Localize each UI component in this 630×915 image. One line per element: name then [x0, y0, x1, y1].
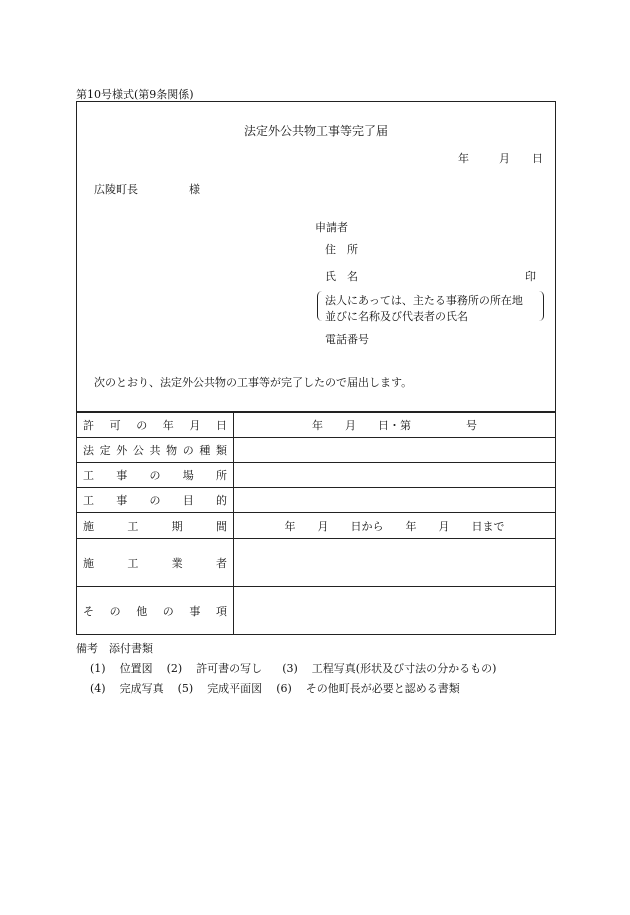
table-row: [77, 587, 556, 635]
period-value[interactable]: 年 月 日から 年 月 日まで: [234, 513, 556, 539]
attachment-label: 工程写真(形状及び寸法の分かるもの): [311, 662, 497, 675]
honorific: 様: [189, 183, 200, 196]
row-label-permit-date: 許 可 の 年 月 日: [77, 413, 234, 438]
date-year: 年: [458, 152, 469, 165]
other-value[interactable]: [234, 587, 556, 635]
phone-label: 電話番号: [325, 333, 369, 346]
row-label-period: 施 工 期 間: [77, 513, 234, 539]
table-row: [77, 438, 556, 463]
purpose-value[interactable]: [234, 488, 556, 513]
table-row: [77, 513, 556, 539]
seal-mark: 印: [525, 270, 536, 283]
corporate-note-line1: 法人にあっては、主たる事務所の所在地: [325, 294, 523, 307]
row-label-type: 法 定 外 公 共 物 の 種 類: [77, 438, 234, 463]
table-row: [77, 539, 556, 587]
attachment-num: (1): [90, 662, 106, 675]
attachment-label: その他町長が必要と認める書類: [305, 682, 460, 695]
permit-date-value[interactable]: 年 月 日・第 号: [234, 413, 556, 438]
attachment-num: (4): [90, 682, 106, 695]
name-label: 氏 名: [325, 270, 358, 283]
attachment-label: 完成写真: [119, 682, 164, 695]
date-day: 日: [532, 152, 543, 165]
statement: 次のとおり、法定外公共物の工事等が完了したので届出します。: [94, 376, 413, 389]
attachments-line1: [90, 660, 496, 676]
attachment-num: (3): [282, 662, 298, 675]
row-label-other: そ の 他 の 事 項: [77, 587, 234, 635]
form-code: 第10号様式(第9条関係): [76, 88, 194, 101]
attachment-label: 完成平面図: [207, 682, 263, 695]
attachments-line2: [90, 680, 460, 696]
remarks-title: 備考 添付書類: [76, 642, 153, 655]
form-header-box: [76, 101, 556, 412]
address-label: 住 所: [325, 243, 358, 256]
date-month: 月: [499, 152, 510, 165]
attachment-num: (5): [177, 682, 194, 695]
addressee: 広陵町長: [94, 183, 138, 196]
type-value[interactable]: [234, 438, 556, 463]
location-value[interactable]: [234, 463, 556, 488]
form-title: 法定外公共物工事等完了届: [243, 124, 388, 138]
attachment-label: 位置図: [119, 662, 153, 675]
attachment-num: (2): [166, 662, 183, 675]
row-label-location: 工 事 の 場 所: [77, 463, 234, 488]
details-table: [76, 412, 556, 635]
contractor-value[interactable]: [234, 539, 556, 587]
row-label-contractor: 施 工 業 者: [77, 539, 234, 587]
table-row: [77, 488, 556, 513]
applicant-label: 申請者: [315, 221, 348, 234]
attachment-label: 許可書の写し: [196, 662, 263, 675]
table-row: [77, 413, 556, 438]
attachment-num: (6): [276, 682, 292, 695]
row-label-purpose: 工 事 の 目 的: [77, 488, 234, 513]
corporate-note-line2: 並びに名称及び代表者の氏名: [325, 310, 468, 323]
table-row: [77, 463, 556, 488]
